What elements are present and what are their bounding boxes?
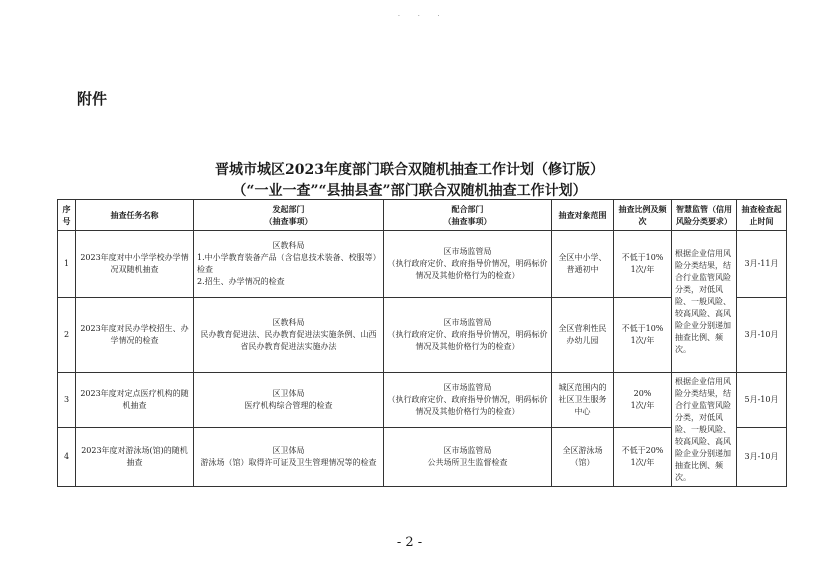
cell-target: 全区游泳场（馆） [552, 428, 614, 487]
inspection-plan-table [57, 199, 787, 487]
cell-initiator: 区教科局 1.中小学教育装备产品（含信息技术装备、校服等）检查 2.招生、办学情况的检查 [194, 231, 384, 298]
cell-initiator: 区卫体局 医疗机构综合管理的检查 [194, 373, 384, 428]
cell-task-name: 2023年度对定点医疗机构的随机抽查 [76, 373, 194, 428]
header-seq: 序号 [58, 200, 76, 231]
header-ratio: 抽查比例及频次 [614, 200, 672, 231]
cell-seq: 4 [58, 428, 76, 487]
cell-task-name: 2023年度对民办学校招生、办学情况的检查 [76, 298, 194, 373]
cell-seq: 3 [58, 373, 76, 428]
cell-ratio: 20% 1次/年 [614, 373, 672, 428]
table-header-row [58, 200, 787, 231]
cell-smart-regulation: 根据企业信用风险分类结果，结合行业监管风险分类，对低风险、一般风险、较高风险、高风险企业分别递加抽查比例、频次。 [672, 231, 737, 373]
cell-target: 全区中小学、普通初中 [552, 231, 614, 298]
header-target: 抽查对象范围 [552, 200, 614, 231]
table-row [58, 231, 787, 298]
cell-cooperator: 区市场监管局 （执行政府定价、政府指导价情况，明码标价情况及其他价格行为的检查） [384, 298, 552, 373]
document-subtitle: （“一业一查”“县抽县查”部门联合双随机抽查工作计划） [232, 183, 587, 199]
header-time: 抽查检查起止时间 [737, 200, 787, 231]
cell-initiator: 区教科局 民办教育促进法、民办教育促进法实施条例、山西省民办教育促进法实施办法 [194, 298, 384, 373]
cell-initiator: 区卫体局 游泳场（馆）取得许可证及卫生管理情况等的检查 [194, 428, 384, 487]
cell-task-name: 2023年度对游泳场(馆)的随机抽查 [76, 428, 194, 487]
header-initiator: 发起部门 （抽查事项） [194, 200, 384, 231]
cell-seq: 2 [58, 298, 76, 373]
cell-time: 3月-10月 [737, 298, 787, 373]
table-row [58, 373, 787, 428]
document-title: 晋城市城区2023年度部门联合双随机抽查工作计划（修订版） [215, 162, 604, 178]
header-smart: 智慧监管（信用风险分类要求） [672, 200, 737, 231]
cell-seq: 1 [58, 231, 76, 298]
cell-time: 3月-11月 [737, 231, 787, 298]
top-mark: · · · [398, 13, 448, 20]
attachment-label: 附件 [77, 90, 108, 108]
cell-target: 全区营利性民办幼儿园 [552, 298, 614, 373]
cell-target: 城区范围内的社区卫生服务中心 [552, 373, 614, 428]
cell-cooperator: 区市场监管局 公共场所卫生监督检查 [384, 428, 552, 487]
header-task-name: 抽查任务名称 [76, 200, 194, 231]
cell-smart-regulation: 根据企业信用风险分类结果，结合行业监管风险分类，对低风险、一般风险、较高风险、高风险企业分别递加抽查比例、频次。 [672, 373, 737, 487]
cell-cooperator: 区市场监管局 （执行政府定价、政府指导价情况，明码标价情况及其他价格行为的检查） [384, 231, 552, 298]
cell-ratio: 不低于10% 1次/年 [614, 231, 672, 298]
header-cooperator: 配合部门 （抽查事项） [384, 200, 552, 231]
cell-cooperator: 区市场监管局 （执行政府定价、政府指导价情况，明码标价情况及其他价格行为的检查） [384, 373, 552, 428]
cell-ratio: 不低于10% 1次/年 [614, 298, 672, 373]
page-number: - 2 - [396, 535, 423, 550]
cell-time: 3月-10月 [737, 428, 787, 487]
cell-time: 5月-10月 [737, 373, 787, 428]
cell-ratio: 不低于20% 1次/年 [614, 428, 672, 487]
cell-task-name: 2023年度对中小学学校办学情况双随机抽查 [76, 231, 194, 298]
